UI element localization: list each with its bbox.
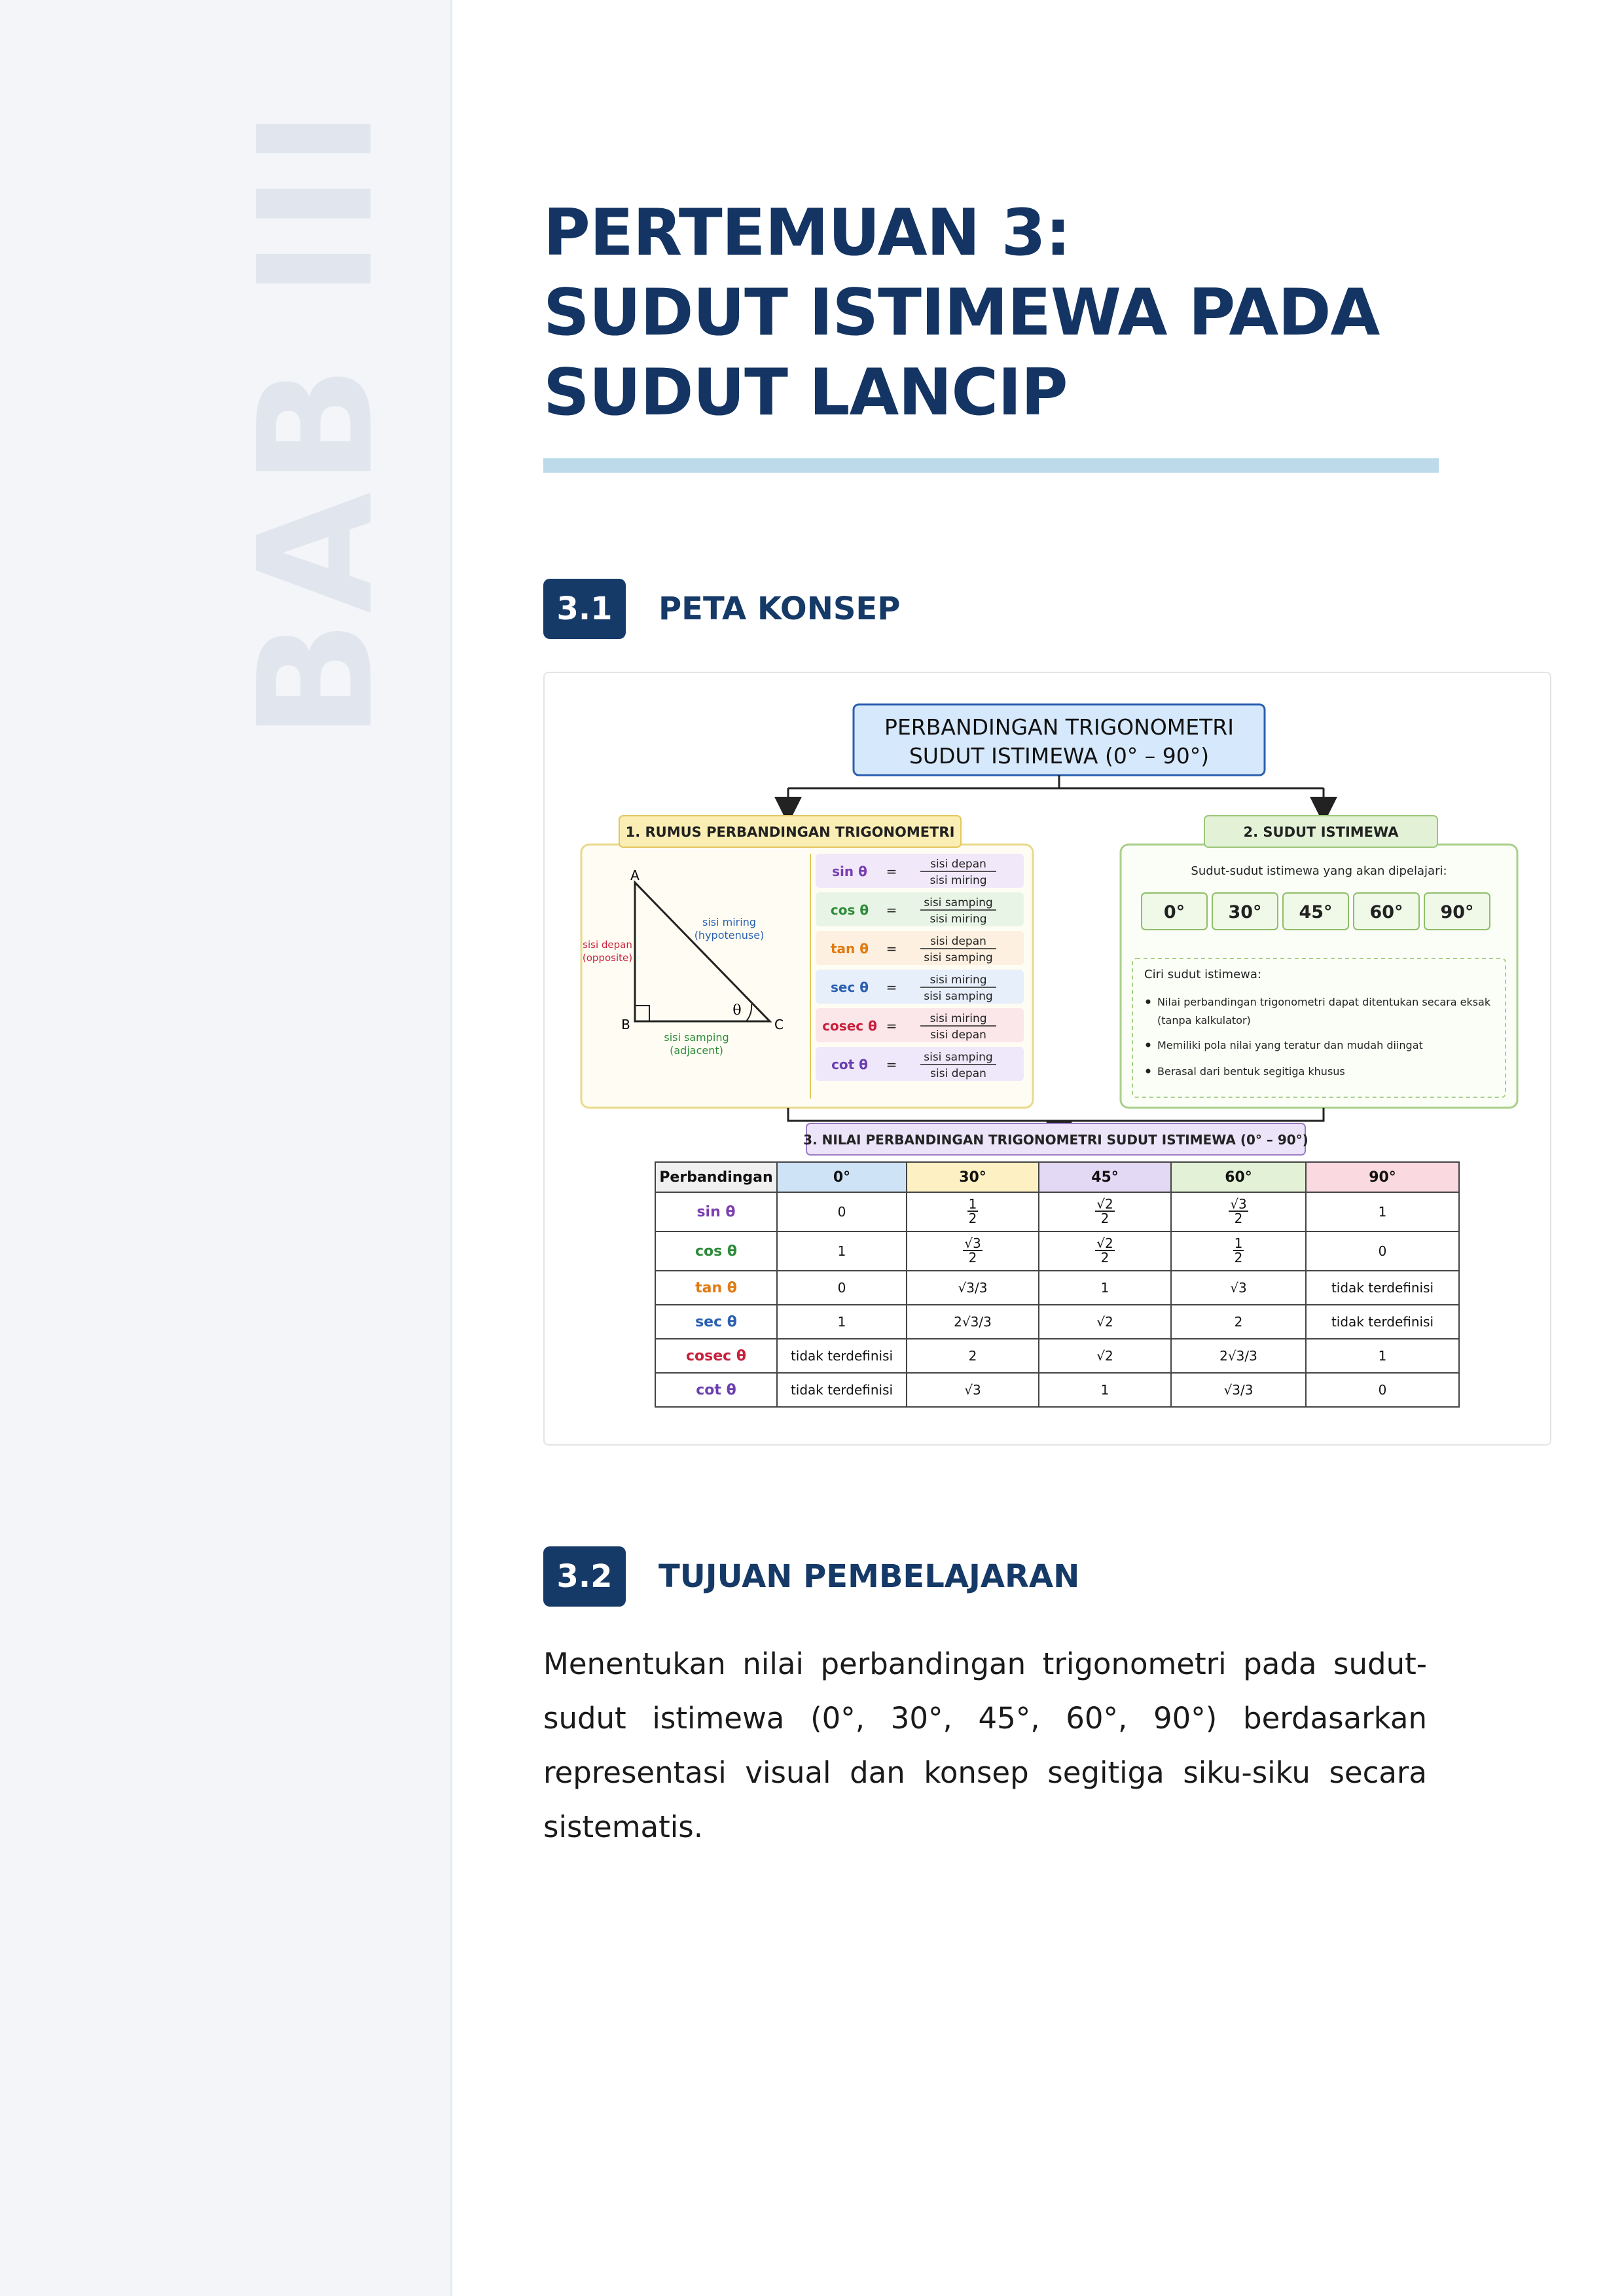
formula-name: cot θ bbox=[831, 1057, 868, 1072]
formula-equals: = bbox=[886, 864, 897, 879]
angle-chips bbox=[1142, 893, 1490, 930]
sidebar bbox=[0, 0, 452, 2296]
formula-equals: = bbox=[886, 1018, 897, 1034]
angle-chip-label: 30° bbox=[1228, 902, 1262, 922]
table-header-row bbox=[655, 1162, 1459, 1192]
table-cell: tidak terdefinisi bbox=[1306, 1305, 1459, 1339]
table-cell: 2 bbox=[1171, 1305, 1306, 1339]
trait-text: Berasal dari bentuk segitiga khusus bbox=[1157, 1065, 1345, 1078]
table-cell: √3/3 bbox=[1171, 1373, 1306, 1407]
table-row-label: cos θ bbox=[655, 1231, 777, 1271]
table-cell: tidak terdefinisi bbox=[777, 1339, 907, 1373]
angle-chip bbox=[1283, 893, 1348, 930]
hyp-label-1: sisi miring bbox=[702, 916, 756, 928]
hyp-label-2: (hypotenuse) bbox=[694, 929, 765, 941]
formula-equals: = bbox=[886, 941, 897, 957]
section-title: TUJUAN PEMBELAJARAN bbox=[659, 1558, 1080, 1595]
formula-numerator: sisi miring bbox=[929, 1012, 987, 1025]
table-cell: √3 bbox=[1171, 1271, 1306, 1305]
table-cell: 2 bbox=[907, 1339, 1039, 1373]
angle-chip-label: 90° bbox=[1440, 902, 1474, 922]
title-line-3: SUDUT LANCIP bbox=[543, 355, 1068, 430]
title-underline bbox=[543, 458, 1439, 473]
formula-numerator: sisi samping bbox=[924, 1051, 993, 1064]
section-number-badge: 3.2 bbox=[543, 1546, 626, 1607]
concept-map bbox=[543, 672, 1551, 1446]
formula-denominator: sisi depan bbox=[930, 1067, 986, 1080]
main-title-line-2: SUDUT ISTIMEWA (0° – 90°) bbox=[909, 743, 1210, 769]
formula-item bbox=[816, 1047, 1024, 1081]
formula-numerator: sisi depan bbox=[930, 935, 986, 948]
vertex-c: C bbox=[774, 1017, 784, 1032]
table-row-label: tan θ bbox=[655, 1271, 777, 1305]
table-cell: $\frac{√2}{2}$ bbox=[1039, 1231, 1171, 1271]
formula-numerator: sisi miring bbox=[929, 974, 987, 987]
table-row bbox=[655, 1231, 1459, 1271]
adj-label-1: sisi samping bbox=[664, 1031, 729, 1044]
table-row bbox=[655, 1271, 1459, 1305]
table-header-label: Perbandingan bbox=[655, 1162, 777, 1192]
table-cell: √2 bbox=[1039, 1339, 1171, 1373]
table-row bbox=[655, 1339, 1459, 1373]
table-cell: tidak terdefinisi bbox=[1306, 1271, 1459, 1305]
formula-item bbox=[816, 892, 1024, 926]
adj-label-2: (adjacent) bbox=[670, 1044, 723, 1057]
table-cell: 0 bbox=[777, 1192, 907, 1231]
formula-name: cos θ bbox=[830, 902, 869, 918]
table-cell: 1 bbox=[777, 1305, 907, 1339]
table-cell: 0 bbox=[1306, 1373, 1459, 1407]
formula-denominator: sisi miring bbox=[929, 874, 987, 887]
bullet-dot bbox=[1146, 1043, 1151, 1048]
opp-label-1: sisi depan bbox=[583, 939, 632, 951]
table-cell: $\frac{1}{2}$ bbox=[1171, 1231, 1306, 1271]
formula-equals: = bbox=[886, 1057, 897, 1072]
trait-text: Nilai perbandingan trigonometri dapat ditentukan secara eksak bbox=[1157, 996, 1491, 1008]
table-row bbox=[655, 1192, 1459, 1231]
box2-title: 2. SUDUT ISTIMEWA bbox=[1243, 824, 1399, 840]
page-title bbox=[543, 193, 1492, 433]
opp-label-2: (opposite) bbox=[582, 952, 633, 964]
table-cell: 1 bbox=[1039, 1373, 1171, 1407]
formula-name: cosec θ bbox=[822, 1018, 877, 1034]
top-connector bbox=[788, 775, 1324, 788]
formula-item bbox=[816, 970, 1024, 1004]
angle-chip-label: 0° bbox=[1163, 902, 1185, 922]
table-cell: 1 bbox=[777, 1231, 907, 1271]
table-row-label: cot θ bbox=[655, 1373, 777, 1407]
table-cell: $\frac{√3}{2}$ bbox=[907, 1231, 1039, 1271]
angle-chip bbox=[1212, 893, 1278, 930]
formula-equals: = bbox=[886, 902, 897, 918]
vertex-a: A bbox=[630, 867, 640, 883]
table-row-label: sin θ bbox=[655, 1192, 777, 1231]
table-cell: √2 bbox=[1039, 1305, 1171, 1339]
table-col-45: 45° bbox=[1039, 1162, 1171, 1192]
trait-text: (tanpa kalkulator) bbox=[1157, 1014, 1251, 1027]
chapter-label-wrap bbox=[225, 102, 408, 740]
chapter-label: BAB III bbox=[225, 102, 408, 740]
table-cell: 1 bbox=[1306, 1339, 1459, 1373]
angle-chip bbox=[1354, 893, 1419, 930]
formula-name: sin θ bbox=[832, 864, 867, 879]
table-cell: 1 bbox=[1039, 1271, 1171, 1305]
theta-label: θ bbox=[732, 1002, 742, 1019]
box1-title: 1. RUMUS PERBANDINGAN TRIGONOMETRI bbox=[625, 824, 955, 840]
table-cell: √3/3 bbox=[907, 1271, 1039, 1305]
main-title-line-1: PERBANDINGAN TRIGONOMETRI bbox=[884, 714, 1234, 740]
section-number-badge: 3.1 bbox=[543, 579, 626, 639]
table-cell: 1 bbox=[1306, 1192, 1459, 1231]
table-cell: 0 bbox=[1306, 1231, 1459, 1271]
angles-intro: Sudut-sudut istimewa yang akan dipelajari: bbox=[1191, 864, 1447, 878]
formula-denominator: sisi miring bbox=[929, 913, 987, 926]
formula-numerator: sisi samping bbox=[924, 896, 993, 909]
table-cell: √3 bbox=[907, 1373, 1039, 1407]
table-cell: 2√3/3 bbox=[1171, 1339, 1306, 1373]
formula-equals: = bbox=[886, 979, 897, 995]
table-cell: $\frac{√2}{2}$ bbox=[1039, 1192, 1171, 1231]
learning-objective-text: Menentukan nilai perbandingan trigonometri pada sudut-sudut istimewa (0°, 30°, 45°, 60°, 90°) berdasarkan representasi visual dan konsep segitiga siku-siku secara sistematis. bbox=[543, 1647, 1427, 1844]
table-cell: 2√3/3 bbox=[907, 1305, 1039, 1339]
table-cell: tidak terdefinisi bbox=[777, 1373, 907, 1407]
table-col-60: 60° bbox=[1171, 1162, 1306, 1192]
formula-name: tan θ bbox=[831, 941, 869, 957]
bullet-dot bbox=[1146, 1069, 1151, 1074]
formula-item bbox=[816, 854, 1024, 888]
table-col-30: 30° bbox=[907, 1162, 1039, 1192]
formula-item bbox=[816, 1008, 1024, 1042]
formula-numerator: sisi depan bbox=[930, 858, 986, 871]
traits-title: Ciri sudut istimewa: bbox=[1144, 968, 1261, 981]
table-row bbox=[655, 1373, 1459, 1407]
table-row-label: cosec θ bbox=[655, 1339, 777, 1373]
formula-denominator: sisi samping bbox=[924, 990, 993, 1003]
formula-denominator: sisi samping bbox=[924, 951, 993, 964]
title-line-2: SUDUT ISTIMEWA PADA bbox=[543, 276, 1380, 350]
table-row-label: sec θ bbox=[655, 1305, 777, 1339]
table-row bbox=[655, 1305, 1459, 1339]
trig-value-table bbox=[655, 1161, 1460, 1408]
table-col-0: 0° bbox=[777, 1162, 907, 1192]
angle-chip-label: 60° bbox=[1369, 902, 1403, 922]
table-cell: $\frac{1}{2}$ bbox=[907, 1192, 1039, 1231]
box3-title: 3. NILAI PERBANDINGAN TRIGONOMETRI SUDUT ISTIMEWA (0° – 90°) bbox=[803, 1132, 1308, 1148]
bullet-dot bbox=[1146, 1000, 1151, 1004]
table-cell: 0 bbox=[777, 1271, 907, 1305]
table-col-90: 90° bbox=[1306, 1162, 1459, 1192]
vertex-b: B bbox=[621, 1017, 630, 1032]
angle-chip bbox=[1424, 893, 1490, 930]
formula-name: sec θ bbox=[830, 979, 869, 995]
angle-chip-label: 45° bbox=[1299, 902, 1333, 922]
formula-item bbox=[816, 931, 1024, 965]
section-title: PETA KONSEP bbox=[659, 591, 901, 627]
title-line-1: PERTEMUAN 3: bbox=[543, 196, 1071, 270]
formula-denominator: sisi depan bbox=[930, 1029, 986, 1042]
angle-chip bbox=[1142, 893, 1207, 930]
trait-text: Memiliki pola nilai yang teratur dan mudah diingat bbox=[1157, 1039, 1423, 1051]
table-cell: $\frac{√3}{2}$ bbox=[1171, 1192, 1306, 1231]
